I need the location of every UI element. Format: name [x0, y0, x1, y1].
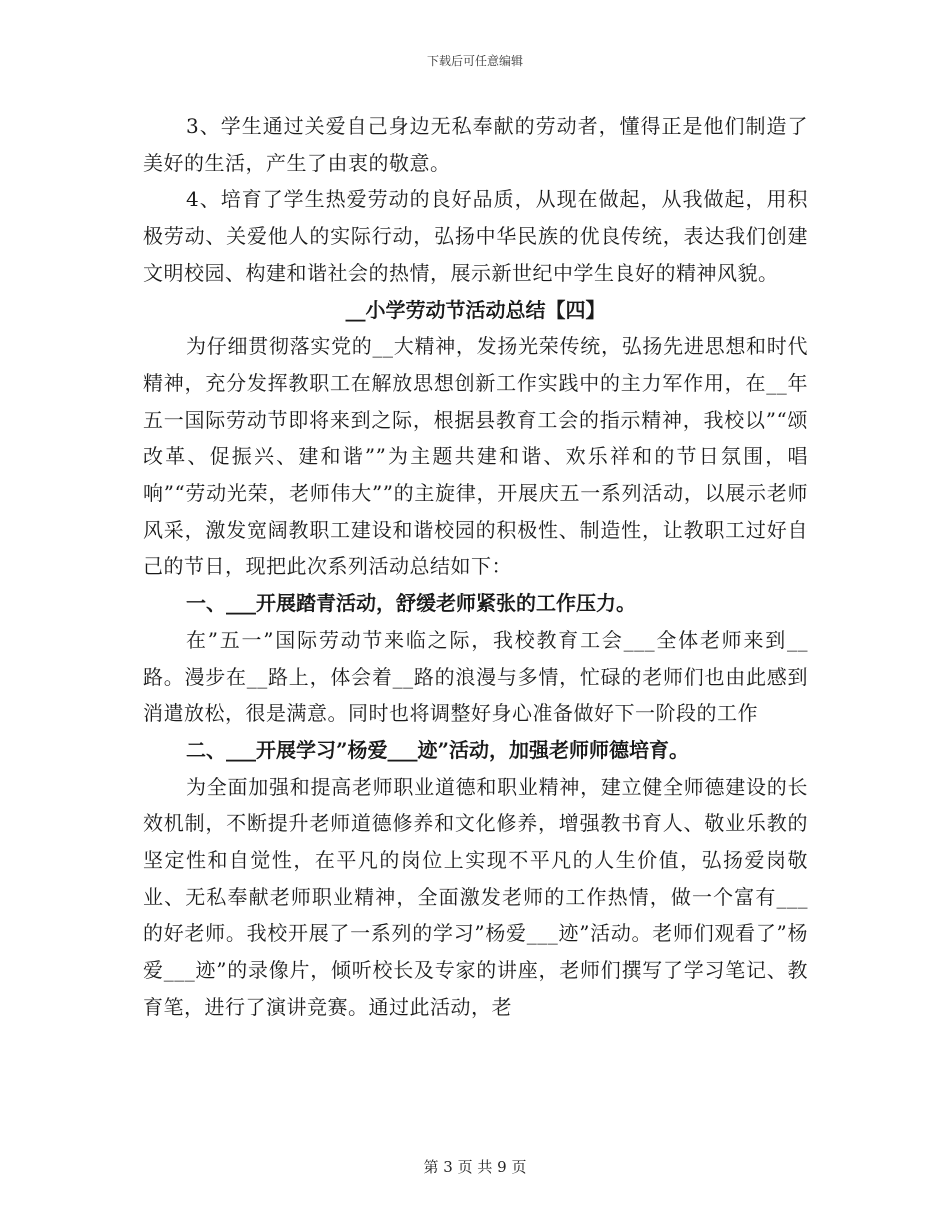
paragraph-3: 3、学生通过关爱自己身边无私奉献的劳动者，懂得正是他们制造了美好的生活，产生了由衷的敬意。 [143, 114, 808, 175]
document-body [143, 108, 808, 1026]
paragraph-ethics: 为全面加强和提高老师职业道德和职业精神，建立健全师德建设的长效机制，不断提升老师道德修养和文化修养，增强教书育人、敬业乐教的坚定性和自觉性，在平凡的岗位上实现不平凡的人生价值，弘扬爱岗敬业、无私奉献老师职业精神，全面激发老师的工作热情，做一个富有___的好老师。我校开展了一系列的学习”杨爱___迹”活动。老师们观看了”杨爱___迹”的录像片，倾听校长及专家的讲座，老师们撰写了学习笔记、教育笔，进行了演讲竞赛。通过此活动，老 [143, 774, 808, 1019]
section-title: __小学劳动节活动总结【四】 [345, 297, 606, 322]
intro-paragraph: 为仔细贯彻落实党的__大精神，发扬光荣传统，弘扬先进思想和时代精神，充分发挥教职工在解放思想创新工作实践中的主力军作用，在__年五一国际劳动节即将来到之际，根据县教育工会的指示精神，我校以”“颂改革、促振兴、建和谐””为主题共建和谐、欢乐祥和的节日氛围，唱响”“劳动光荣，老师伟大””的主旋律，开展庆五一系列活动，以展示老师风采，激发宽阔教职工建设和谐校园的积极性、制造性，让教职工过好自己的节日，现把此次系列活动总结如下： [143, 334, 808, 579]
page-header: 下载后可任意编辑 [426, 54, 523, 68]
subheading-one: 一、___开展踏青活动，舒缓老师紧张的工作压力。 [186, 591, 636, 616]
paragraph-outing: 在”五一”国际劳动节来临之际，我校教育工会___全体老师来到__路。漫步在__路上，体会着__路的浪漫与多情，忙碌的老师们也由此感到消遣放松，很是满意。同时也将调整好身心准备做好下一阶段的工作 [143, 627, 808, 726]
paragraph-4: 4、培育了学生热爱劳动的良好品质，从现在做起，从我做起，用积极劳动、关爱他人的实际行动，弘扬中华民族的优良传统，表达我们创建文明校园、构建和谐社会的热情，展示新世纪中学生良好的精神风貌。 [143, 187, 808, 285]
page-number: 第 3 页 共 9 页 [423, 1158, 527, 1176]
subheading-two: 二、___开展学习”杨爱___迹”活动，加强老师师德培育。 [186, 737, 690, 762]
